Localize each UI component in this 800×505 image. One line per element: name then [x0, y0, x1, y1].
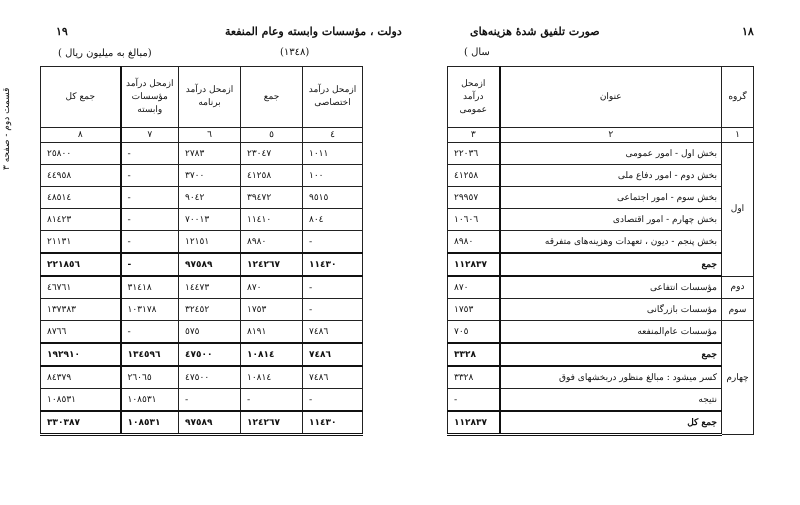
left-page-title: دولت ، مؤسسات وابسته وعام المنفعة [225, 25, 402, 38]
left-table-cell: ٨٤٣٧٩ [41, 366, 121, 389]
left-table-row [41, 343, 363, 366]
left-table-cell: ٣٧٠٠ [179, 165, 241, 187]
left-table-cell: ٩٧٥٨٩ [179, 253, 241, 276]
header-affiliated-income: ازمحل درآمد مؤسسات وابسته [121, 67, 179, 128]
left-table-cell: ٤١٢٥٨ [241, 165, 303, 187]
right-data-table [447, 66, 754, 436]
left-table-cell: ٩٥١٥ [303, 187, 363, 209]
header-dedicated-income: ازمحل درآمد اختصاصی [303, 67, 363, 128]
left-index-row [41, 128, 363, 143]
left-table-cell: ٨١٩١ [241, 321, 303, 344]
right-title-cell: بخش سوم - امور اجتماعی [500, 187, 722, 209]
header-title: عنوان [500, 67, 722, 128]
left-table-cell: - [303, 389, 363, 412]
right-title-cell: مؤسسات بازرگانی [500, 299, 722, 321]
right-title-cell: کسر میشود : مبالغ منظور دربخشهای فوق [500, 366, 722, 389]
right-title-cell: نتیجه [500, 389, 722, 412]
right-title-cell: جمع [500, 343, 722, 366]
left-table-cell: ١٢٤٢٦٧ [241, 411, 303, 435]
left-table-cell: ٨٧٦٦ [41, 321, 121, 344]
left-table-cell: ٣٣٠٣٨٧ [41, 411, 121, 435]
right-amount-cell: ٢٢٠٣٦ [448, 143, 500, 165]
left-table-cell: ١٠٨٥٣١ [121, 389, 179, 412]
index-cell: ٤ [303, 128, 363, 143]
left-table-cell: ١٠٨٥٣١ [121, 411, 179, 435]
left-table-cell: ٢١١٣١ [41, 231, 121, 254]
right-index-row [448, 128, 754, 143]
group-cell: اول [722, 143, 754, 277]
left-table-cell: ٤٤٩٥٨ [41, 165, 121, 187]
right-amount-cell: ١١٢٨٣٧ [448, 411, 500, 435]
left-table-cell: ١١٤٣٠ [303, 411, 363, 435]
left-table-cell: - [303, 299, 363, 321]
left-table-row [41, 187, 363, 209]
left-table-cell: ١٧٥٣ [241, 299, 303, 321]
header-general-income: ازمحل درآمد عمومی [448, 67, 500, 128]
header-grand-total: جمع کل [41, 67, 121, 128]
left-table-cell: ٩٠٤٢ [179, 187, 241, 209]
left-table-cell: ٤٧٥٠٠ [179, 366, 241, 389]
left-table-cell: ٩٧٥٨٩ [179, 411, 241, 435]
left-table-cell: ٧٤٨٦ [303, 343, 363, 366]
index-cell: ٦ [179, 128, 241, 143]
group-cell: سوم [722, 299, 754, 321]
right-table-row [448, 209, 754, 231]
index-cell: ٥ [241, 128, 303, 143]
left-table-cell: - [121, 165, 179, 187]
left-table-cell: ٢٥٨٠٠ [41, 143, 121, 165]
left-table-cell: - [241, 389, 303, 412]
left-table-cell: ١٠٣١٧٨ [121, 299, 179, 321]
index-cell: ٢ [500, 128, 722, 143]
left-table-cell: ٢٢١٨٥٦ [41, 253, 121, 276]
right-table-row [448, 389, 754, 412]
left-table-cell: ٧٤٨٦ [303, 321, 363, 344]
right-amount-cell: ٨٧٠ [448, 276, 500, 299]
left-table-cell: ١٠٨٥٣١ [41, 389, 121, 412]
left-table-row [41, 321, 363, 344]
right-page-year: ( سال [464, 47, 490, 58]
index-cell: ١ [722, 128, 754, 143]
right-title-cell: مؤسسات عام‌المنفعه [500, 321, 722, 344]
right-amount-cell: ١٧٥٣ [448, 299, 500, 321]
left-page-year: (١٣٤٨) [280, 47, 310, 58]
left-table-cell: ٨١٤٢٣ [41, 209, 121, 231]
left-table-cell: ٣٩٤٧٢ [241, 187, 303, 209]
left-table-cell: ٥٧٥ [179, 321, 241, 344]
left-table-cell: ٣٢٤٥٢ [179, 299, 241, 321]
right-table-row [448, 276, 754, 299]
right-title-cell: بخش چهارم - امور اقتصادی [500, 209, 722, 231]
right-title-cell: بخش پنجم - دیون ، تعهدات وهزینه‌های متفرقه [500, 231, 722, 254]
right-table-row [448, 165, 754, 187]
right-amount-cell: ١٠٦٠٦ [448, 209, 500, 231]
left-table-cell: - [121, 321, 179, 344]
right-title-cell: جمع [500, 253, 722, 276]
left-table-cell: ١٣٤٥٩٦ [121, 343, 179, 366]
index-cell: ٧ [121, 128, 179, 143]
left-header-row [41, 67, 363, 128]
left-table-cell: ١٤٤٧٣ [179, 276, 241, 299]
left-table-row [41, 209, 363, 231]
left-table-cell: ١٠١١ [303, 143, 363, 165]
right-table-row [448, 299, 754, 321]
left-table-cell: ١٠٨١٤ [241, 366, 303, 389]
left-table-cell: ١١٤٣٠ [303, 253, 363, 276]
group-cell: دوم [722, 276, 754, 299]
left-table-row [41, 276, 363, 299]
right-amount-cell: ٣٣٢٨ [448, 343, 500, 366]
left-table-cell: ٣١٤١٨ [121, 276, 179, 299]
left-table-row [41, 366, 363, 389]
right-header-row [448, 67, 754, 128]
left-table-cell: - [303, 231, 363, 254]
left-table-cell: ٧٤٨٦ [303, 366, 363, 389]
left-table-cell: - [121, 209, 179, 231]
left-table-cell: ١٠٨١٤ [241, 343, 303, 366]
right-title-cell: بخش اول - امور عمومی [500, 143, 722, 165]
right-table-row [448, 411, 754, 435]
left-table-cell: ٨٧٠ [241, 276, 303, 299]
right-table-row [448, 253, 754, 276]
header-group: گروه [722, 67, 754, 128]
left-table-row [41, 299, 363, 321]
left-table-cell: - [121, 187, 179, 209]
left-table-cell: ٤٨٥١٤ [41, 187, 121, 209]
unit-note: (مبالغ به میلیون ریال ) [58, 48, 152, 59]
right-table-row [448, 366, 754, 389]
left-table-cell: ١١٤١٠ [241, 209, 303, 231]
left-table-cell: - [303, 276, 363, 299]
right-table-row [448, 343, 754, 366]
left-table-cell: ١٩٢٩١٠ [41, 343, 121, 366]
right-page-number: ١٨ [742, 25, 754, 38]
left-table-row [41, 389, 363, 412]
side-page-label: قسمت دوم - صفحه ۳ [2, 87, 12, 170]
left-table-cell: ١٢٤٢٦٧ [241, 253, 303, 276]
right-table-row [448, 187, 754, 209]
left-table-cell: - [121, 253, 179, 276]
right-title-cell: بخش دوم - امور دفاع ملی [500, 165, 722, 187]
left-table-cell: ٧٠٠١٣ [179, 209, 241, 231]
right-amount-cell: ٣٣٢٨ [448, 366, 500, 389]
left-table-cell: - [179, 389, 241, 412]
index-cell: ٣ [448, 128, 500, 143]
left-table-cell: ١٣٧٣٨٣ [41, 299, 121, 321]
right-amount-cell: ٧٠٥ [448, 321, 500, 344]
header-program-income: ازمحل درآمد برنامه [179, 67, 241, 128]
right-title-cell: مؤسسات انتفاعی [500, 276, 722, 299]
left-table-cell: ٢٦٠٦٥ [121, 366, 179, 389]
left-table-row [41, 165, 363, 187]
right-amount-cell: ٨٩٨٠ [448, 231, 500, 254]
left-table-cell: - [121, 143, 179, 165]
right-title-cell: جمع کل [500, 411, 722, 435]
left-table-cell: ١٠٠ [303, 165, 363, 187]
left-table-row [41, 253, 363, 276]
group-cell: چهارم [722, 321, 754, 435]
index-cell: ٨ [41, 128, 121, 143]
left-table-cell: ١٢١٥١ [179, 231, 241, 254]
right-amount-cell: ٢٩٩٥٧ [448, 187, 500, 209]
left-table-cell: ٤٧٥٠٠ [179, 343, 241, 366]
left-table-cell: ٨٩٨٠ [241, 231, 303, 254]
right-amount-cell: ٤١٢٥٨ [448, 165, 500, 187]
left-table-cell: ٨٠٤ [303, 209, 363, 231]
left-table-cell: ٤٦٧٦١ [41, 276, 121, 299]
left-table-cell: - [121, 231, 179, 254]
header-sum: جمع [241, 67, 303, 128]
left-table-cell: ٢٧٨٣ [179, 143, 241, 165]
left-table-row [41, 231, 363, 254]
right-amount-cell: ١١٢٨٣٧ [448, 253, 500, 276]
right-amount-cell: - [448, 389, 500, 412]
right-table-row [448, 143, 754, 165]
left-table-row [41, 411, 363, 435]
left-data-table [40, 66, 363, 436]
right-table-row [448, 231, 754, 254]
left-table-row [41, 143, 363, 165]
right-table-row [448, 321, 754, 344]
left-table-cell: ٢٣٠٤٧ [241, 143, 303, 165]
left-page-number: ١٩ [56, 25, 68, 38]
right-page-title: صورت تلفیق شدهٔ هزینه‌های [470, 25, 600, 38]
